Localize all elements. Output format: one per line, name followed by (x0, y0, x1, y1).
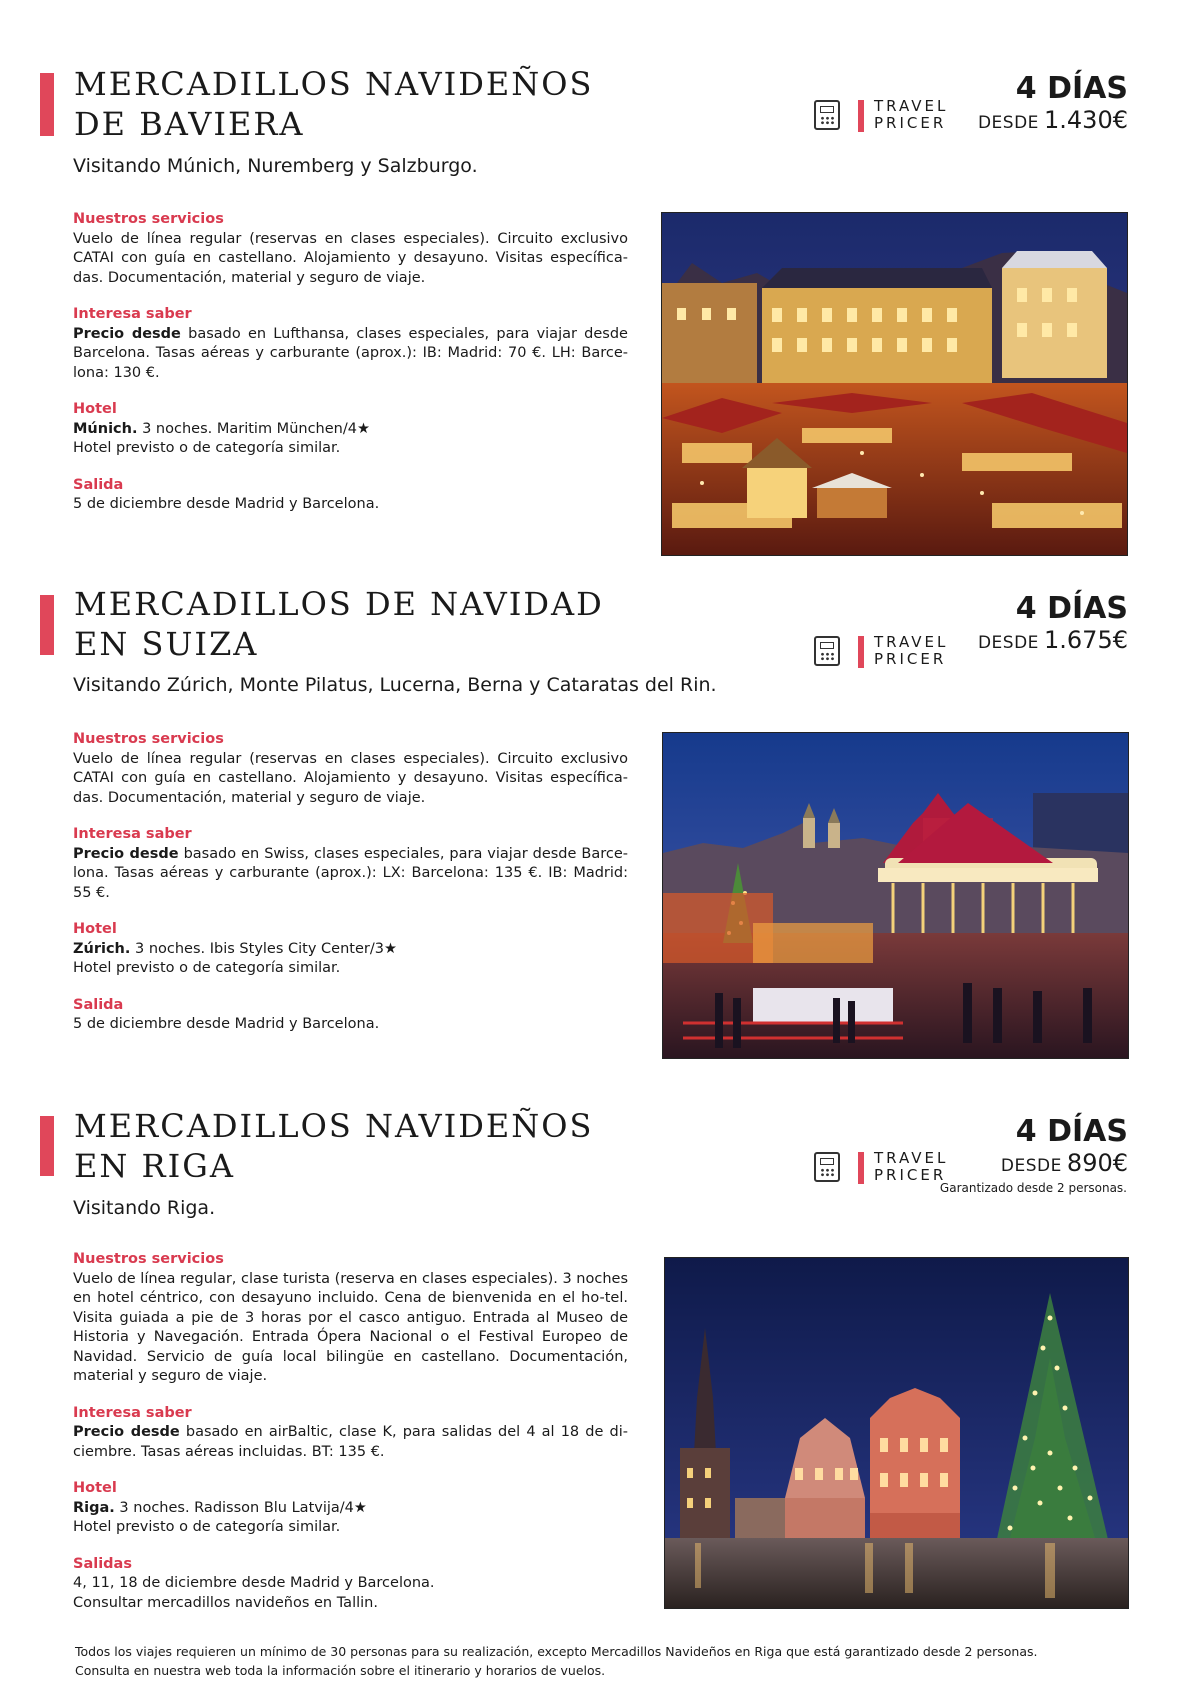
hotel-block: Hotel Riga. 3 noches. Radisson Blu Latvija/4★ Hotel previsto o de categoría similar. (73, 1480, 367, 1535)
calculator-icon (814, 1152, 840, 1182)
services-block: Nuestros servicios Vuelo de línea regular, clase turista (reserva en clases especiales). 3 noches en hotel céntrico, con desayuno incluido. Cena de bienvenida en el ho-tel. Visita guiada a pie de 3 horas por el casco antiguo. Entrada al Museo de Historia y Navegación. Entrada Ópera Nacional o el Festival Europeo de Navidad. Servicio de guía local bilingüe en castellano. Documentación, material y seguro de viaje. (73, 1251, 628, 1384)
departure-block: Salidas 4, 11, 18 de diciembre desde Madrid y Barcelona. Consultar mercadillos navideños en Tallin. (73, 1555, 435, 1611)
photo-zurich-carousel (662, 732, 1129, 1059)
tour-title: MERCADILLOS DE NAVIDAD EN SUIZA (74, 585, 604, 663)
tour-title: MERCADILLOS NAVIDEÑOS EN RIGA (74, 1107, 594, 1185)
photo-nuremberg-market (661, 212, 1128, 556)
tour-title: MERCADILLOS NAVIDEÑOS DE BAVIERA (74, 65, 594, 143)
tour-info (73, 1250, 628, 1630)
calculator-icon (814, 636, 840, 666)
footer-note: Todos los viajes requieren un mínimo de 30 personas para su realización, excepto Mercadillos Navideños en Riga que está garantizado desde 2 personas. Consulta en nuestra web toda la información sobre el itinerario y horarios de vuelos. (75, 1644, 1038, 1678)
travel-pricer-badge: TRAVEL PRICER (814, 96, 964, 136)
services-block: Nuestros servicios Vuelo de línea regular (reservas en clases especiales). Circuito exclusivo CATAI con guía en castellano. Alojamiento y desayuno. Visitas específica-das. Documentación, material y seguro de viaje. (73, 211, 628, 286)
tour-days: 4 DÍAS (1015, 591, 1128, 626)
tour-subtitle: Visitando Múnich, Nuremberg y Salzburgo. (73, 155, 478, 177)
tour-info (73, 210, 628, 532)
guarantee-note: Garantizado desde 2 personas. (939, 1181, 1127, 1195)
tour-days: 4 DÍAS (1015, 71, 1128, 106)
info-block: Interesa saber Precio desde basado en Swiss, clases especiales, para viajar desde Barce-lona. Tasas aéreas y carburante (aprox.): LX: Barcelona: 135 €. IB: Madrid: 55 €. (73, 826, 628, 901)
hotel-block: Hotel Zúrich. 3 noches. Ibis Styles City Center/3★ Hotel previsto o de categoría similar. (73, 921, 397, 976)
tour-subtitle: Visitando Riga. (73, 1197, 216, 1219)
tour-info (73, 730, 628, 1052)
departure-block: Salida 5 de diciembre desde Madrid y Barcelona. (73, 996, 380, 1032)
tour-price: DESDE 1.430€ (977, 106, 1128, 134)
travel-pricer-badge: TRAVEL PRICER (814, 632, 964, 672)
info-block: Interesa saber Precio desde basado en airBaltic, clase K, para salidas del 4 al 18 de di-ciembre. Tasas aéreas incluidas. BT: 135 €. (73, 1404, 628, 1460)
photo-riga-square (664, 1257, 1129, 1609)
travel-pricer-badge: TRAVEL PRICER (814, 1148, 964, 1188)
calculator-icon (814, 100, 840, 130)
title-accent-bar (40, 1116, 54, 1176)
hotel-block: Hotel Múnich. 3 noches. Maritim München/4★ Hotel previsto o de categoría similar. (73, 401, 370, 456)
tour-price: DESDE 1.675€ (977, 626, 1128, 654)
tour-subtitle: Visitando Zúrich, Monte Pilatus, Lucerna, Berna y Cataratas del Rin. (73, 674, 717, 696)
title-accent-bar (40, 595, 54, 655)
info-block: Interesa saber Precio desde basado en Lufthansa, clases especiales, para viajar desde Barcelona. Tasas aéreas y carburante (aprox.): IB: Madrid: 70 €. LH: Barce-lona: 130 €. (73, 306, 628, 381)
title-accent-bar (40, 73, 54, 136)
tour-price: DESDE 890€ (1000, 1149, 1128, 1177)
services-block: Nuestros servicios Vuelo de línea regular (reservas en clases especiales). Circuito exclusivo CATAI con guía en castellano. Alojamiento y desayuno. Visitas específica-das. Documentación, material y seguro de viaje. (73, 731, 628, 806)
tour-days: 4 DÍAS (1015, 1114, 1128, 1149)
departure-block: Salida 5 de diciembre desde Madrid y Barcelona. (73, 476, 380, 512)
